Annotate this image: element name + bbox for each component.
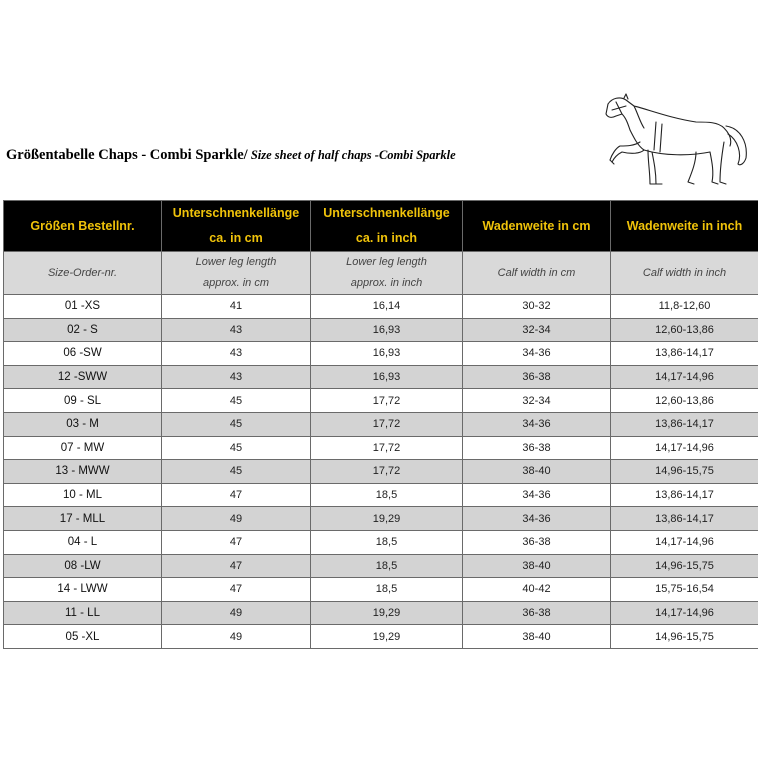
subheader-cell: Size-Order-nr. <box>4 252 162 295</box>
table-cell: 01 -XS <box>4 295 162 319</box>
table-cell: 12 -SWW <box>4 365 162 389</box>
table-row <box>4 554 758 578</box>
table-cell: 36-38 <box>463 601 611 625</box>
table-cell: 19,29 <box>311 625 463 649</box>
table-row <box>4 365 758 389</box>
table-cell: 43 <box>162 365 311 389</box>
table-cell: 38-40 <box>463 460 611 484</box>
table-row <box>4 436 758 460</box>
table-row <box>4 483 758 507</box>
table-cell: 18,5 <box>311 578 463 602</box>
table-cell: 17,72 <box>311 460 463 484</box>
table-cell: 45 <box>162 436 311 460</box>
title-english: Size sheet of half chaps -Combi Sparkle <box>247 148 456 162</box>
table-cell: 19,29 <box>311 601 463 625</box>
subheader-cell: Lower leg length approx. in inch <box>311 252 463 295</box>
table-cell: 16,14 <box>311 295 463 319</box>
table-cell: 34-36 <box>463 483 611 507</box>
table-cell: 05 -XL <box>4 625 162 649</box>
table-cell: 49 <box>162 601 311 625</box>
table-row <box>4 389 758 413</box>
table-cell: 16,93 <box>311 365 463 389</box>
horse-illustration-icon <box>600 92 758 192</box>
table-cell: 06 -SW <box>4 342 162 366</box>
table-cell: 13,86-14,17 <box>611 507 758 531</box>
table-cell: 17 - MLL <box>4 507 162 531</box>
table-cell: 38-40 <box>463 625 611 649</box>
table-cell: 07 - MW <box>4 436 162 460</box>
table-cell: 14,96-15,75 <box>611 460 758 484</box>
table-cell: 12,60-13,86 <box>611 318 758 342</box>
header-cell: Unterschnenkellänge ca. in cm <box>162 201 311 252</box>
table-cell: 10 - ML <box>4 483 162 507</box>
table-cell: 34-36 <box>463 507 611 531</box>
table-cell: 14 - LWW <box>4 578 162 602</box>
table-cell: 47 <box>162 554 311 578</box>
table-cell: 13,86-14,17 <box>611 342 758 366</box>
table-cell: 45 <box>162 412 311 436</box>
table-cell: 17,72 <box>311 389 463 413</box>
table-cell: 08 -LW <box>4 554 162 578</box>
table-cell: 45 <box>162 389 311 413</box>
table-cell: 16,93 <box>311 318 463 342</box>
header-cell: Unterschnenkellänge ca. in inch <box>311 201 463 252</box>
table-row <box>4 295 758 319</box>
header-cell: Wadenweite in inch <box>611 201 758 252</box>
table-cell: 14,17-14,96 <box>611 436 758 460</box>
table-row <box>4 578 758 602</box>
subheader-cell: Calf width in cm <box>463 252 611 295</box>
table-row <box>4 342 758 366</box>
table-row <box>4 318 758 342</box>
table-cell: 47 <box>162 578 311 602</box>
table-cell: 16,93 <box>311 342 463 366</box>
table-cell: 04 - L <box>4 530 162 554</box>
subheader-cell: Calf width in inch <box>611 252 758 295</box>
table-cell: 18,5 <box>311 483 463 507</box>
table-cell: 30-32 <box>463 295 611 319</box>
table-cell: 15,75-16,54 <box>611 578 758 602</box>
table-cell: 19,29 <box>311 507 463 531</box>
table-cell: 45 <box>162 460 311 484</box>
table-cell: 09 - SL <box>4 389 162 413</box>
table-cell: 34-36 <box>463 412 611 436</box>
page-title <box>6 146 456 164</box>
table-cell: 40-42 <box>463 578 611 602</box>
table-row <box>4 507 758 531</box>
header-row <box>4 201 758 252</box>
table-row <box>4 530 758 554</box>
table-cell: 36-38 <box>463 365 611 389</box>
table-cell: 11 - LL <box>4 601 162 625</box>
subheader-cell: Lower leg length approx. in cm <box>162 252 311 295</box>
table-cell: 47 <box>162 483 311 507</box>
header-cell: Größen Bestellnr. <box>4 201 162 252</box>
subheader-row <box>4 252 758 295</box>
table-cell: 41 <box>162 295 311 319</box>
table-cell: 36-38 <box>463 530 611 554</box>
table-cell: 11,8-12,60 <box>611 295 758 319</box>
size-table <box>3 200 758 649</box>
title-german: Größentabelle Chaps - Combi Sparkle/ <box>6 147 248 163</box>
table-cell: 14,17-14,96 <box>611 601 758 625</box>
table-cell: 14,17-14,96 <box>611 365 758 389</box>
table-row <box>4 625 758 649</box>
table-cell: 43 <box>162 342 311 366</box>
table-cell: 49 <box>162 625 311 649</box>
table-cell: 36-38 <box>463 436 611 460</box>
table-cell: 12,60-13,86 <box>611 389 758 413</box>
table-cell: 14,96-15,75 <box>611 554 758 578</box>
table-cell: 18,5 <box>311 554 463 578</box>
table-cell: 43 <box>162 318 311 342</box>
table-cell: 32-34 <box>463 318 611 342</box>
table-cell: 14,96-15,75 <box>611 625 758 649</box>
table-cell: 13,86-14,17 <box>611 483 758 507</box>
header-cell: Wadenweite in cm <box>463 201 611 252</box>
table-row <box>4 460 758 484</box>
table-cell: 02 - S <box>4 318 162 342</box>
table-cell: 17,72 <box>311 412 463 436</box>
table-cell: 38-40 <box>463 554 611 578</box>
table-cell: 14,17-14,96 <box>611 530 758 554</box>
table-cell: 03 - M <box>4 412 162 436</box>
table-cell: 34-36 <box>463 342 611 366</box>
table-row <box>4 412 758 436</box>
table-cell: 49 <box>162 507 311 531</box>
table-cell: 32-34 <box>463 389 611 413</box>
table-cell: 13,86-14,17 <box>611 412 758 436</box>
table-cell: 13 - MWW <box>4 460 162 484</box>
table-cell: 47 <box>162 530 311 554</box>
table-cell: 17,72 <box>311 436 463 460</box>
table-row <box>4 601 758 625</box>
table-cell: 18,5 <box>311 530 463 554</box>
